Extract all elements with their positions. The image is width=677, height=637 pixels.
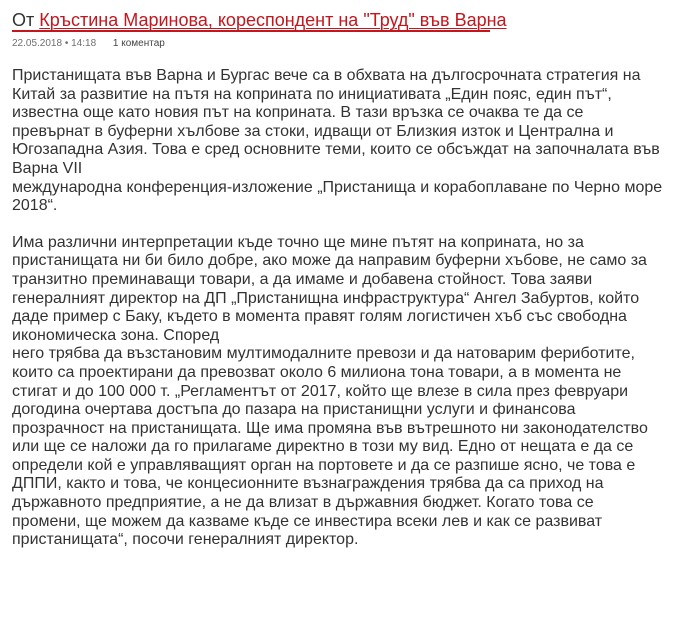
paragraph-line: които са проектирани да превозват около 6 милиона тона товари, а в момента не xyxy=(12,363,622,381)
article-paragraph xyxy=(12,234,674,550)
paragraph-line: превърнат в буферни хълбове за стоки, идващи от Близкия изток и Централна и xyxy=(12,122,614,140)
paragraph-line: Има различни интерпретации къде точно ще мине пътят на коприната, но за xyxy=(12,233,584,251)
byline xyxy=(12,8,507,32)
author-link[interactable]: Кръстина Маринова, кореспондент на "Труд" във Варна xyxy=(39,10,507,30)
paragraph-line: транзитно преминаващи товари, а да имаме и добавена стойност. Това заяви xyxy=(12,270,593,288)
article-paragraph xyxy=(12,67,674,216)
paragraph-line: генералният директор на ДП „Пристанищна инфраструктура“ Ангел Забуртов, който xyxy=(12,289,640,307)
paragraph-line: Китай за развитие на пътя на коприната по инициативата „Един пояс, един път“, xyxy=(12,85,612,103)
paragraph-line: международна конференция-изложение „Пристанища и корабоплаване по Черно море xyxy=(12,178,663,196)
paragraph-line: прозрачност на пристанищата. Ще има промяна във вътрешното ни законодателство xyxy=(12,419,648,437)
paragraph-line: него трябва да възстановим мултимодалните превози и да натоварим фериботите, xyxy=(12,345,635,363)
paragraph-line: пристанищата“, посочи генералният директор. xyxy=(12,531,359,549)
publish-datetime: 22.05.2018 • 14:18 xyxy=(12,38,97,49)
paragraph-line: Югозападна Азия. Това е сред основните теми, които се обсъждат на започналата във xyxy=(12,141,660,159)
paragraph-line: известна още като новия път на коприната. В тази връзка се очаква те да се xyxy=(12,104,584,122)
paragraph-line: 2018“. xyxy=(12,197,58,215)
paragraph-line: икономическа зона. Според xyxy=(12,326,220,344)
byline-underline-rule xyxy=(12,30,490,32)
byline-prefix: От xyxy=(12,10,35,30)
article-body xyxy=(12,67,674,550)
article-meta xyxy=(12,37,165,51)
paragraph-line: стигат и до 100 000 т. „Регламентът от 2017, който ще влезе в сила през февруари xyxy=(12,382,629,400)
paragraph-line: Варна VII xyxy=(12,159,83,177)
paragraph-line: ДППИ, както и това, че концесионните възнаграждения трябва да са приход на xyxy=(12,475,604,493)
paragraph-line: държавното предприятие, а не да влизат в държавния бюджет. Когато това се xyxy=(12,494,594,512)
paragraph-line: определи кой е управляващият орган на портовете и да се разпише ясно, че това е xyxy=(12,456,636,474)
paragraph-line: пристанищата ни би било добре, ако може да направим буферни хъбове, не само за xyxy=(12,252,647,270)
paragraph-line: даде пример с Баку, където в момента правят голям логистичен хъб със свободна xyxy=(12,308,627,326)
paragraph-line: или ще се наложи да го прилагаме директно в този му вид. Едно от нещата е да се xyxy=(12,438,634,456)
paragraph-line: промени, ще можем да казваме къде се инвестира всеки лев и как се развиват xyxy=(12,512,603,530)
comments-count-link[interactable]: 1 коментар xyxy=(112,38,165,49)
paragraph-line: Пристанищата във Варна и Бургас вече са в обхвата на дългосрочната стратегия на xyxy=(12,67,641,84)
paragraph-line: догодина очертава достъпа до пазара на пристанищни услуги и финансова xyxy=(12,401,576,419)
